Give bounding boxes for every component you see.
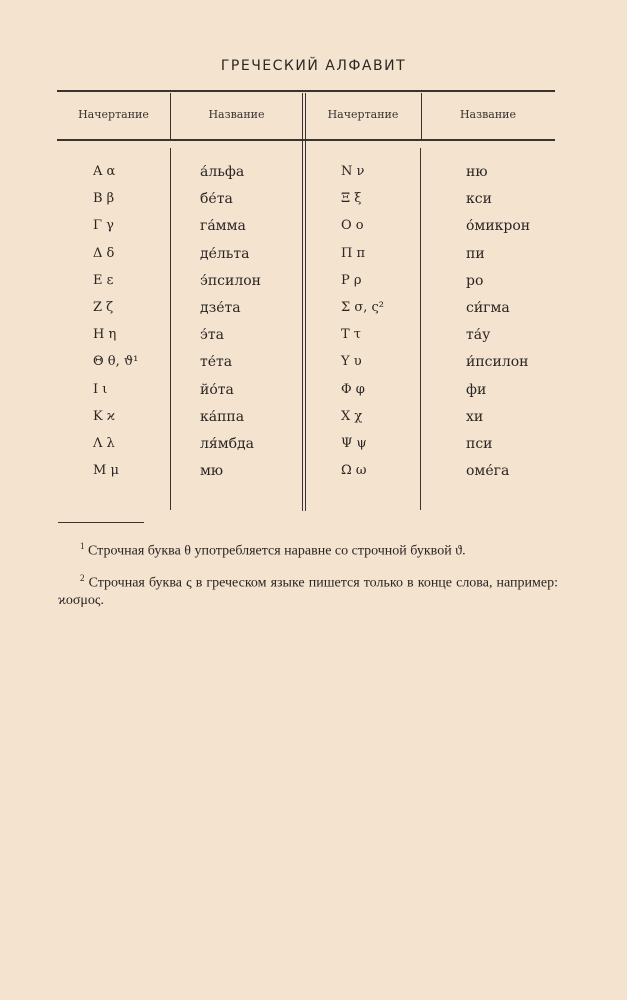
symbol-right: Π π <box>341 245 366 261</box>
name-left: йо́та <box>200 381 234 398</box>
symbol-right: Ρ ρ <box>341 272 362 288</box>
symbol-left: Α α <box>93 164 116 179</box>
symbol-left: Λ λ <box>93 436 115 451</box>
symbol-right: Χ χ <box>341 408 363 424</box>
center-double-divider-b <box>305 93 306 511</box>
symbol-left: Κ ϰ <box>93 408 115 424</box>
name-right: о́микрон <box>466 218 531 235</box>
symbol-left: Η η <box>93 327 117 343</box>
name-left: де́льта <box>200 245 250 262</box>
name-left: э́та <box>200 327 224 344</box>
column-divider-3-body <box>420 148 421 510</box>
name-right: си́гма <box>466 300 510 316</box>
footnote-2-text: Строчная буква ς в греческом языке пишется только в конце слова, например: ϰοσμος. <box>58 575 558 608</box>
name-left: дзе́та <box>200 300 241 316</box>
name-left: ка́ппа <box>200 408 245 425</box>
name-left: ля́мбда <box>200 436 255 452</box>
header-symbol-left: Начертание <box>78 108 149 121</box>
table-top-rule <box>57 90 555 92</box>
name-left: э́псилон <box>200 272 261 289</box>
footnote-separator <box>58 522 144 523</box>
symbol-left: Β β <box>93 191 115 207</box>
name-right: и́псилон <box>466 354 529 371</box>
page-title: ГРЕЧЕСКИЙ АЛФАВИТ <box>220 58 407 74</box>
symbol-right: Σ σ, ς² <box>341 300 384 315</box>
name-right: пси <box>466 436 493 452</box>
symbol-left: Δ δ <box>93 245 115 261</box>
symbol-right: Ν ν <box>341 164 365 179</box>
name-left: бе́та <box>200 191 233 208</box>
symbol-left: Ι ι <box>93 381 108 397</box>
name-right: ро <box>466 272 484 289</box>
footnote-2-mark: 2 <box>80 573 85 583</box>
column-divider-1-body <box>170 148 171 510</box>
symbol-right: Υ υ <box>341 354 362 370</box>
symbol-right: Φ φ <box>341 381 365 397</box>
symbol-right: Ω ω <box>341 463 367 479</box>
center-double-divider-a <box>302 93 303 511</box>
header-name-left: Название <box>208 108 265 121</box>
footnote-2 <box>58 570 558 609</box>
symbol-left: Γ γ <box>93 218 114 234</box>
name-left: га́мма <box>200 218 246 235</box>
symbol-left: Μ μ <box>93 463 119 479</box>
header-name-right: Название <box>459 108 517 121</box>
footnote-1 <box>58 538 558 560</box>
symbol-left: Θ θ, ϑ¹ <box>93 354 139 370</box>
name-right: ню <box>466 164 488 180</box>
header-bottom-rule <box>57 139 555 141</box>
symbol-left: Ε ε <box>93 272 114 288</box>
name-right: кси <box>466 191 492 208</box>
footnote-1-text: Строчная буква θ употребляется наравне со строчной буквой ϑ. <box>88 543 466 559</box>
footnote-1-mark: 1 <box>80 541 85 551</box>
name-left: а́льфа <box>200 164 245 180</box>
name-right: пи <box>466 245 485 262</box>
symbol-right: Ψ ψ <box>341 436 367 451</box>
symbol-right: Ο ο <box>341 218 364 234</box>
name-right: фи <box>466 381 487 398</box>
name-right: та́у <box>466 327 491 344</box>
symbol-left: Ζ ζ <box>93 300 114 315</box>
header-symbol-right: Начертание <box>327 108 399 121</box>
name-right: оме́га <box>466 463 510 480</box>
name-left: мю <box>200 463 224 480</box>
symbol-right: Τ τ <box>341 327 361 343</box>
name-right: хи <box>466 408 484 425</box>
symbol-right: Ξ ξ <box>341 191 362 207</box>
name-left: те́та <box>200 354 233 371</box>
